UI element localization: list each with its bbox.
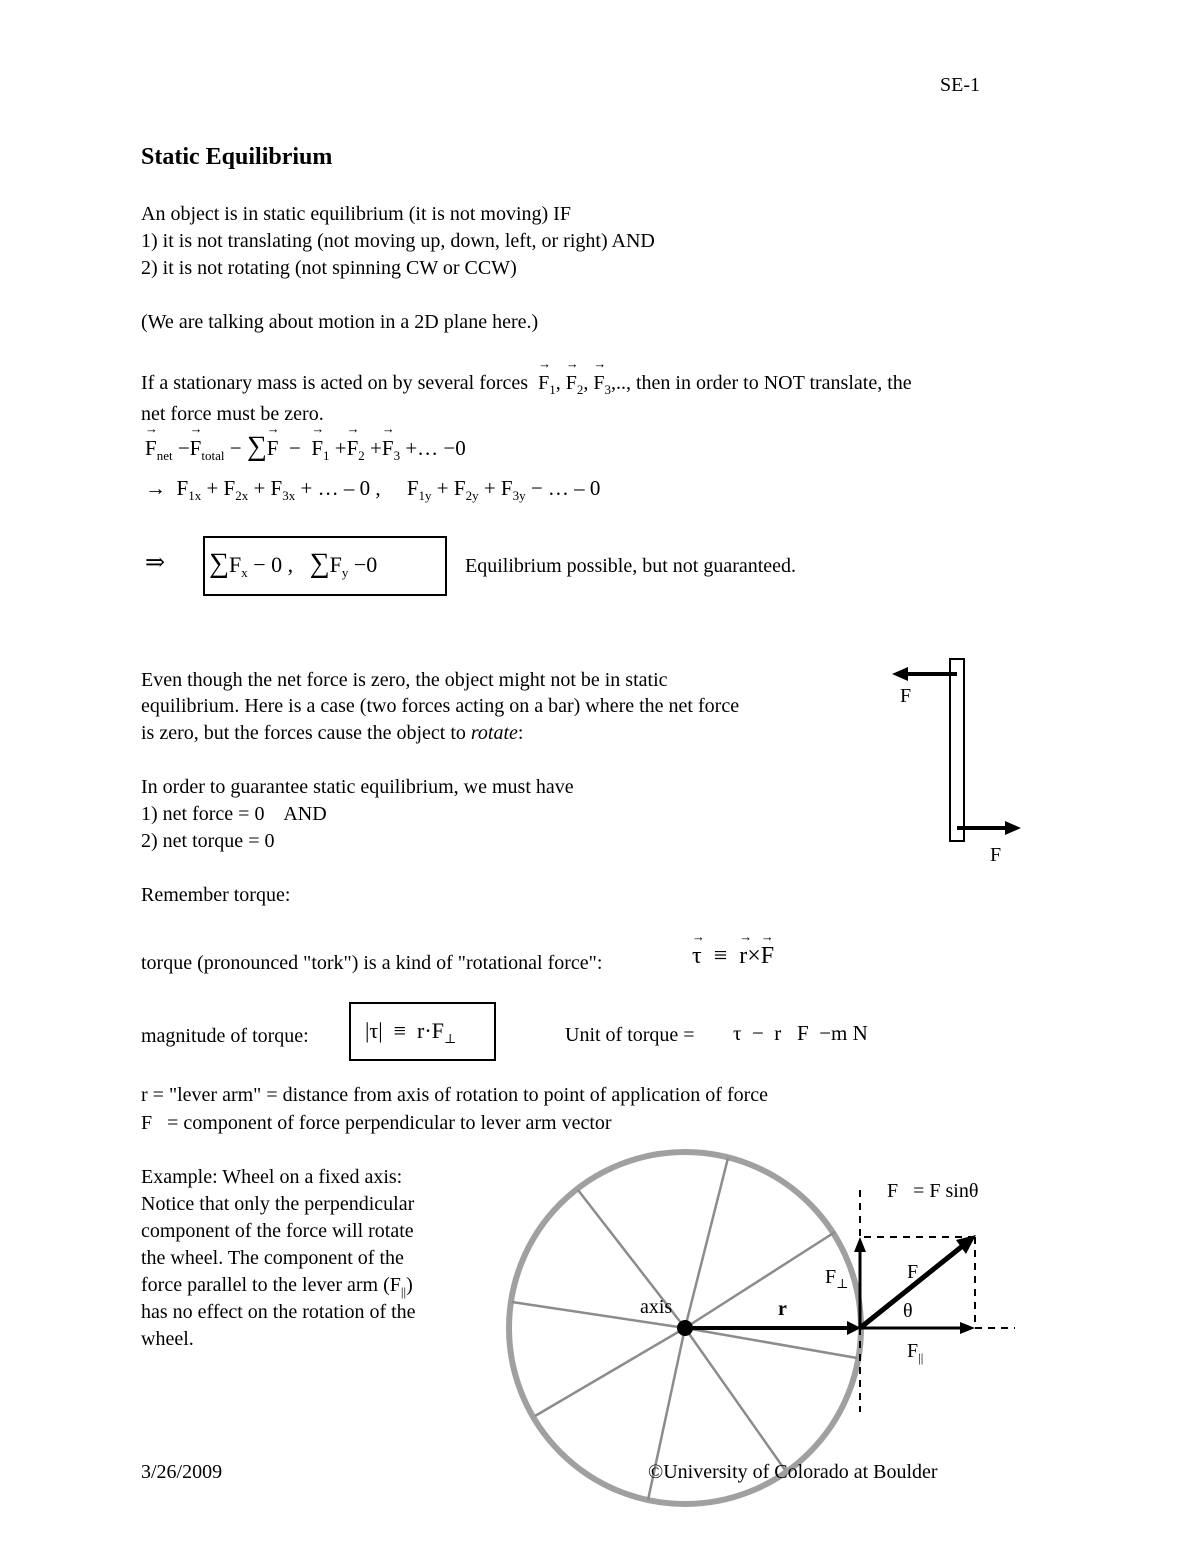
equilibrium-note: Equilibrium possible, but not guaranteed. — [465, 555, 797, 577]
implies-arrow: ⇒ — [145, 550, 166, 576]
rotate-line-3a: is zero, but the forces cause the object to — [141, 722, 471, 744]
remember-torque: Remember torque: — [141, 884, 291, 906]
condition-2: 2) net torque = 0 — [141, 830, 275, 852]
rotate-line-1: Even though the net force is zero, the object might not be in static — [141, 669, 668, 691]
sum-equation: $\sum F_x - 0$ , $\sum F_y -0$ — [209, 548, 378, 580]
f-par-arrowhead — [960, 1322, 975, 1334]
lever-arm-definition: r = "lever arm" = distance from axis of rotation to point of application of force — [141, 1084, 769, 1106]
forces-list: → $F_1$, → $F_2$, → $F_3$,.. — [533, 372, 626, 394]
magnitude-label: magnitude of torque: — [141, 1025, 309, 1047]
theta-label: θ — [903, 1300, 913, 1322]
component-equation: → $F_{1x} + F_{2x} + F_{3x}$ + … – 0 , $F_{1y} + F_{2y} + F_{3y}$ − … – 0 — [145, 476, 601, 503]
unit-equation: τ − r F −m N — [733, 1021, 868, 1045]
example-line-1: Example: Wheel on a fixed axis: — [141, 1166, 403, 1188]
intro-note: (We are talking about motion in a 2D plane here.) — [141, 311, 539, 333]
example-line-5: force parallel to the lever arm $(F_{||})$ — [141, 1274, 413, 1299]
rotate-word: rotate — [470, 722, 518, 744]
f-par-label: $F_{||}$ — [907, 1340, 924, 1365]
example-line-4: the wheel. The component of the — [141, 1247, 404, 1269]
f-perp-arrowhead — [854, 1237, 866, 1252]
torque-definition: torque (pronounced "tork") is a kind of "rotational force": — [141, 952, 603, 974]
footer-credit: ©University of Colorado at Boulder — [648, 1461, 938, 1483]
f-perp-definition: F = component of force perpendicular to lever arm vector — [141, 1112, 612, 1134]
example-line-6: has no effect on the rotation of the — [141, 1301, 416, 1323]
force-label: F — [907, 1261, 919, 1283]
condition-1: 1) net force = 0 AND — [141, 803, 327, 825]
unit-label: Unit of torque = — [565, 1024, 695, 1046]
forces-lead: If a stationary mass is acted on by several forces — [141, 372, 529, 394]
f-perp-label: $F_\perp$ — [825, 1266, 849, 1291]
intro-line-1: An object is in static equilibrium (it is not moving) IF — [141, 203, 571, 225]
rotate-line-2: equilibrium. Here is a case (two forces acting on a bar) where the net force — [141, 695, 740, 717]
axis-dot — [677, 1320, 693, 1336]
magnitude-equation: $|\tau| \equiv r\cdot F_\perp$ — [365, 1018, 457, 1046]
f-perp-formula: F = F sinθ — [887, 1180, 979, 1202]
torque-cross-product: → τ ≡ → r×→ F — [692, 943, 774, 970]
page-number: SE-1 — [940, 74, 980, 96]
example-line-7: wheel. — [141, 1328, 194, 1350]
bar-force-label-bottom: F — [990, 844, 1002, 866]
intro-line-2: 1) it is not translating (not moving up, down, left, or right) AND — [141, 230, 655, 252]
footer-date: 3/26/2009 — [141, 1461, 223, 1483]
bar-force-label-top: F — [900, 685, 912, 707]
forces-tail: , then in order to NOT translate, the — [625, 372, 912, 394]
rotate-line-3c: : — [517, 722, 524, 744]
example-line-2: Notice that only the perpendicular — [141, 1193, 415, 1215]
forces-line-2: net force must be zero. — [141, 403, 324, 425]
intro-line-3: 2) it is not rotating (not spinning CW or CCW) — [141, 257, 517, 279]
example-line-3: component of the force will rotate — [141, 1220, 414, 1242]
page-title: Static Equilibrium — [141, 144, 333, 170]
axis-label: axis — [640, 1296, 673, 1318]
example-line-5-text: force parallel to the lever arm (F — [141, 1274, 401, 1296]
lever-arm-label: r — [778, 1298, 787, 1320]
guarantee-line: In order to guarantee static equilibrium, we must have — [141, 776, 574, 798]
net-force-equation: → $F_{net} -\to F_{total}$ − ∑→ F − → $F_1 +\to F_2 +\to F_3$ +… −0 — [145, 433, 466, 462]
